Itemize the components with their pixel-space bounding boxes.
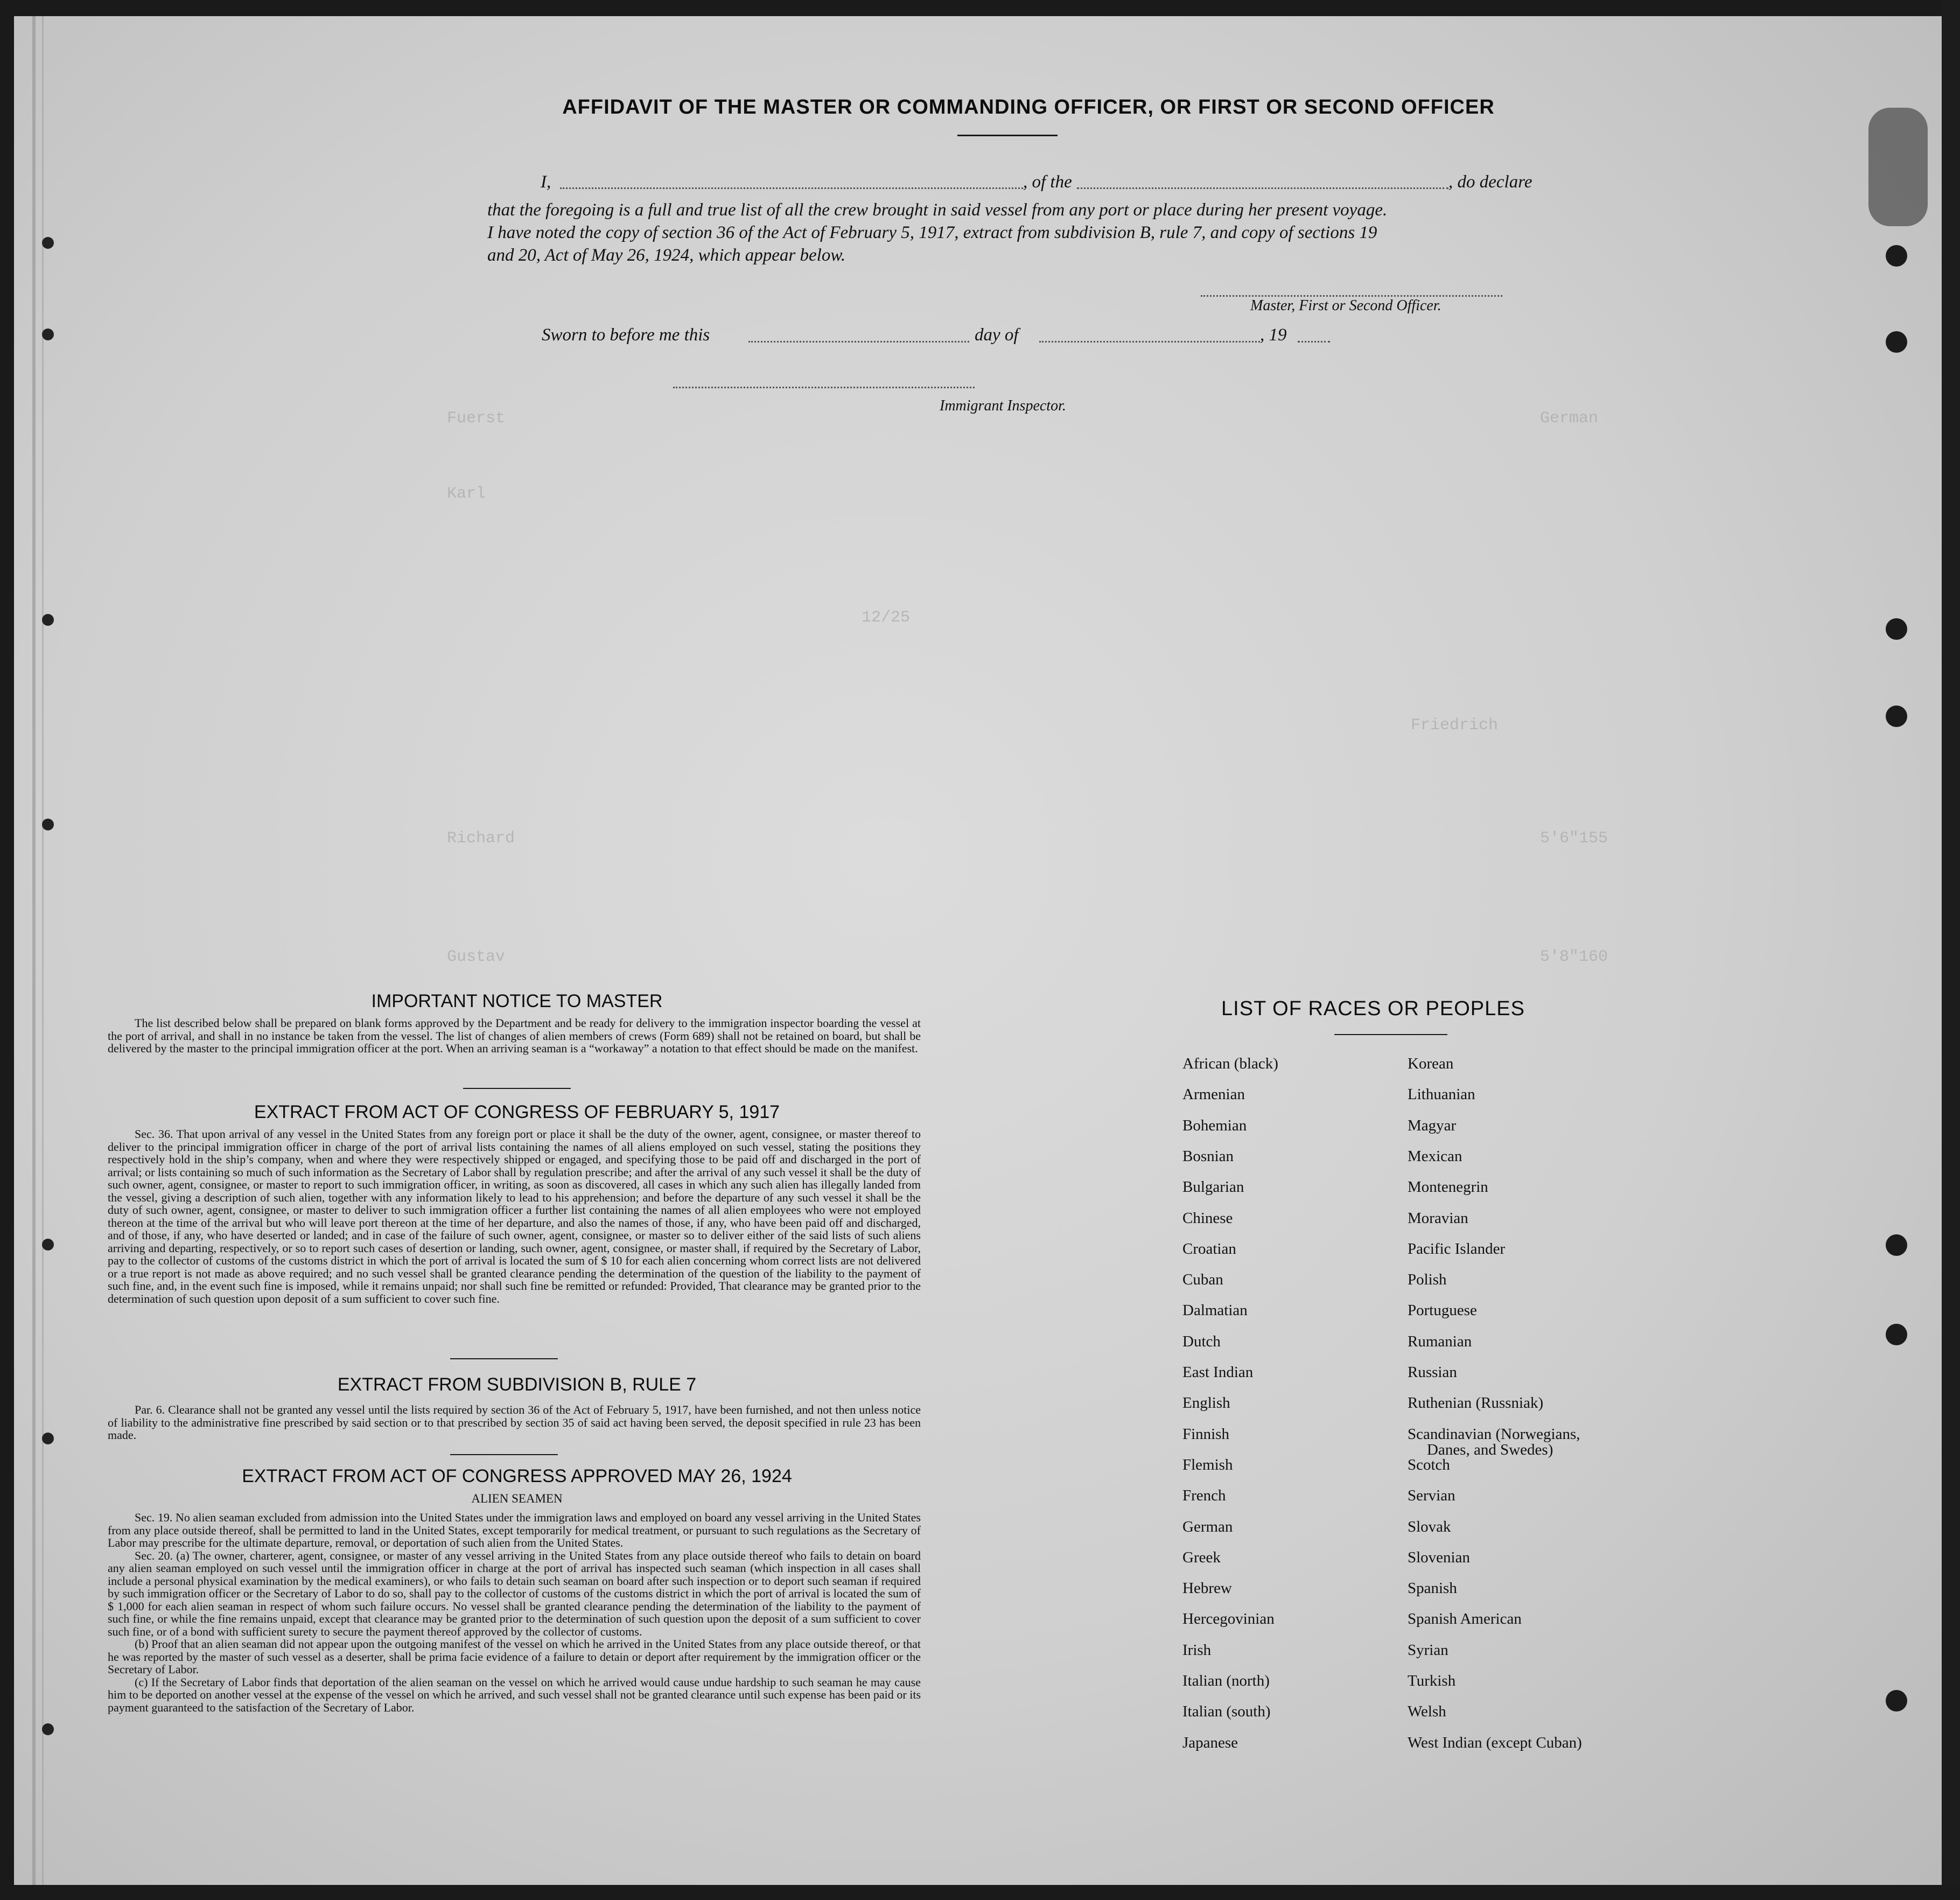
race-item: Italian (north) <box>1182 1672 1270 1689</box>
race-item: Portuguese <box>1408 1302 1477 1319</box>
race-item: Polish <box>1408 1271 1447 1289</box>
binding-hole <box>42 614 54 626</box>
race-item: Bohemian <box>1182 1116 1247 1134</box>
sec-20c: (c) If the Secretary of Labor finds that deportation of the alien seaman on the vessel on which he arrived would cause undue hardship to such seaman he may cause him to be deported on another vessel at the expense of the vessel on which he arrived, and such vessel shall not be granted clearance until such expense has been paid or its payment guaranteed to the satisfaction of the Secretary of Labor. <box>108 1675 921 1714</box>
race-item: Flemish <box>1182 1456 1233 1473</box>
race-item: German <box>1182 1518 1233 1535</box>
race-item: Hercegovinian <box>1182 1610 1275 1628</box>
binding-hole <box>42 1433 54 1444</box>
race-item: Armenian <box>1182 1086 1245 1103</box>
race-item: Turkish <box>1408 1672 1456 1689</box>
inspector-signature-line[interactable] <box>673 387 975 388</box>
binding-hole <box>42 329 54 340</box>
scan-border-bottom <box>0 1885 1960 1900</box>
rule7-title: EXTRACT FROM SUBDIVISION B, RULE 7 <box>337 1374 697 1395</box>
race-item: Magyar <box>1408 1116 1457 1134</box>
affidavit-of-the-label: , of the <box>1023 172 1072 192</box>
extract-1924-text <box>108 1511 921 1714</box>
punch-hole <box>1886 1324 1907 1345</box>
rule7-text: Par. 6. Clearance shall not be granted any vessel until the lists required by section 36 of the Act of February 5, 1917, have been furnished, and not then unless notice of liability to the administrative fine prescribed by said section or to that prescribed by section 35 of said act having been served, the deposit specified in rule 23 has been made. <box>108 1403 921 1442</box>
race-item: Russian <box>1408 1364 1457 1381</box>
race-item: Montenegrin <box>1408 1178 1488 1196</box>
race-item: Scotch <box>1408 1456 1450 1473</box>
torn-corner-mark <box>1868 108 1928 226</box>
race-item: Pacific Islander <box>1408 1240 1506 1258</box>
extract-1924-title: EXTRACT FROM ACT OF CONGRESS APPROVED MAY 26, 1924 <box>242 1466 792 1486</box>
race-item: Lithuanian <box>1408 1086 1475 1103</box>
affidavit-title: AFFIDAVIT OF THE MASTER OR COMMANDING OFFICER, OR FIRST OR SECOND OFFICER <box>562 96 1495 118</box>
vessel-name-line[interactable] <box>1077 187 1448 189</box>
race-item: Servian <box>1408 1487 1455 1505</box>
notice-text: The list described below shall be prepared on blank forms approved by the Department and be ready for delivery to the immigration inspector boarding the vessel at the port of arrival, and shall in no instance be taken from the vessel. The list of changes of alien members of crews (Form 689) shall not be retained on board, but shall be delivered by the master to the principal immigration officer at the port. When an arriving seaman is a “workaway” a notation to that effect should be made on the manifest. <box>108 1016 921 1055</box>
alien-seamen-subtitle: ALIEN SEAMEN <box>471 1492 563 1505</box>
race-item: Ruthenian (Russniak) <box>1408 1394 1544 1412</box>
race-item: Syrian <box>1408 1641 1448 1659</box>
declarant-name-line[interactable] <box>560 187 1023 189</box>
sec-20b: (b) Proof that an alien seaman did not appear upon the outgoing manifest of the vessel on which he arrived in the United States from any place outside thereof, or that he was reported by the master of such vessel as a deserter, shall be prima facie evidence of a failure to detain or deport after requirement by the immigration officer or the Secretary of Labor. <box>108 1637 921 1676</box>
binding-hole <box>42 1239 54 1251</box>
affidavit-i-label: I, <box>541 172 551 192</box>
race-item: English <box>1182 1394 1230 1412</box>
races-title: LIST OF RACES OR PEOPLES <box>1221 997 1525 1020</box>
race-item: Dutch <box>1182 1332 1221 1350</box>
race-item: Slovak <box>1408 1518 1451 1535</box>
punch-hole <box>1886 618 1907 640</box>
punch-hole <box>1886 1690 1907 1712</box>
race-item: Irish <box>1182 1641 1212 1659</box>
scan-border-left <box>0 0 14 1900</box>
race-item: Croatian <box>1182 1240 1236 1258</box>
page-fold-line <box>32 16 36 1885</box>
binding-hole <box>42 819 54 830</box>
extract-1917-title: EXTRACT FROM ACT OF CONGRESS OF FEBRUARY 5, 1917 <box>254 1102 780 1122</box>
sworn-month-line[interactable] <box>1039 341 1260 343</box>
inspector-label: Immigrant Inspector. <box>940 397 1066 414</box>
page-fold-line-secondary <box>42 16 44 1885</box>
race-item: Slovenian <box>1408 1548 1470 1566</box>
affidavit-body-3: and 20, Act of May 26, 1924, which appear below. <box>487 246 846 265</box>
punch-hole <box>1886 1234 1907 1256</box>
race-item: Spanish American <box>1408 1610 1522 1628</box>
day-of-label: day of <box>975 325 1019 345</box>
document-page: Fuerst German Karl 12/25 Friedrich Richard 5'6"155 Gustav 5'8"160 AFFIDAVIT OF THE MASTER OR COMMANDING OFFICER, OR FIRST OR SECOND OFFICER I, , of the , do declare that the foregoing is a full and true list of all the crew brought in said vessel from any port or place during her present voyage. I have noted the copy of section 36 of the Act of February 5, 1917, extract from subdivision B, rule 7, and copy of sections 19 and 20, Act of May 26, 1924, which appear below. Master, First or Second Officer. Sworn to before me this day of , 19 Immigrant Inspector. IMPORTANT NOTICE TO MASTER The list described below shall be prepared on blank forms approved by the Department and be ready for delivery to the immigration inspector boarding the vessel at the port of arrival, and shall in no instance be taken from the vessel. The list of changes of alien members of crews (Form 689) shall not be retained on board, but shall be delivered by the master to the principal immigration officer at the port. When an arriving seaman is a “workaway” a notation to that effect should be made on the manifest. EXTRACT FROM ACT OF CONGRESS OF FEBRUARY 5, 1917 Sec. 36. That upon arrival of any vessel in the United States from any foreign port or place it shall be the duty of the owner, agent, consignee, or master thereof to deliver to the principal immigration officer in charge of the port of arrival lists containing the names of all aliens employed on such vessel, stating the positions they respectively hold in the ship’s company, when and where they were respectively shipped or engaged, and specifying those to be paid off and discharged in the port of arrival; or lists containing so much of such information as the Secretary of Labor shall by regulation prescribe; and after the arrival of any such vessel it shall be the duty of such owner, agent, consignee, or master to report to such immigration officer, in writing, as soon as discovered, all cases in which any such alien has illegally landed from the vessel, giving a description of such alien, together with any information likely to lead to his apprehension; and before the departure of any such vessel it shall be the duty of such owner, agent, consignee, or master to deliver to such immigration officer a further list containing the names of all alien employees who were not employed thereon at the time of the arrival but who will leave port thereon at the time of her departure, and also the names of those, if any, who have been paid off and discharged, and of those, if any, who have deserted or landed; and in case of the failure of such owner, agent, consignee, or master so to deliver either of the said lists of such aliens arriving and departing, respectively, or so to report such cases of desertion or landing, such owner, agent, consignee, or master shall, if required by the Secretary of Labor, pay to the collector of customs of the customs district in which the port of arrival is located the sum of $ 10 for each alien concerning whom correct lists are not delivered or a true report is not made as above required; and no such vessel shall be granted clearance pending the determination of the question of the liability to the payment of such fine, and, in the event such fine is imposed, while it remains unpaid; nor shall such fine be remitted or refunded: Provided, That clearance may be granted prior to the determination of such question upon deposit of a sum sufficient to cover such fine. EXTRACT FROM SUBDIVISION B, RULE 7 Par. 6. Clearance shall not be granted any vessel until the lists required by section 36 of the Act of February 5, 1917, have been furnished, and not then unless notice of liability to the administrative fine prescribed by said section or to that prescribed by section 35 of said act having been served, the deposit specified in rule 23 has been made. EXTRACT FROM ACT OF CONGRESS APPROVED MAY 26, 1924 ALIEN SEAMEN Sec. 19. No alien seaman excluded from admission into the United States under the immigration laws and employed on board any vessel arriving in the United States from any place outside thereof, shall be permitted to land in the United States, except temporarily for medical treatment, or pursuant to such regulations as the Secretary of Labor may prescribe for the ultimate departure, removal, or deportation of such alien from the United States. Sec. 20. (a) The owner, charterer, agent, consignee, or master of any vessel arriving in the United States from any place outside thereof who fails to detain on board any alien seaman employed on such vessel until the immigration officer in charge at the port of arrival has inspected such seaman (which inspection in all cases shall include a personal physical examination by the medical examiners), or who fails to detain such seaman on board after such inspection or to deport such seaman if required by such immigration officer or the Secretary of Labor to do so, shall pay to the collector of customs of the customs district in which the port of arrival is located the sum of $ 1,000 for each alien seaman in respect of whom such failure occurs. No vessel shall be granted clearance pending the determination of the liability to the payment of such fine, or while the fine remains unpaid, except that clearance may be granted prior to the determination of such question upon the deposit of a sum sufficient to cover such fine, or of a bond with sufficient surety to secure the payment thereof approved by the collector of customs. (b) Proof that an alien seaman did not appear upon the outgoing manifest of the vessel on which he arrived in the United States from any place outside thereof, or that he was reported by the master of such vessel as a deserter, shall be prima facie evidence of a failure to detain or deport after requirement by the immigration officer or the Secretary of Labor. (c) If the Secretary of Labor finds that deportation of the alien seaman on the vessel on which he arrived would cause undue hardship to such seaman he may cause him to be deported on another vessel at the expense of the vessel on which he arrived, and such vessel shall not be granted clearance until such expense has been paid or its payment guaranteed to the satisfaction of the Secretary of Labor. LIST OF RACES OR PEOPLES Danes, and Swedes) African (black) Armenian Bohemian Bosnian Bulgarian Chinese Croatian Cuban Dalmatian Dutch East Indian English Finnish Flemish French German Greek Hebrew Hercegovinian Irish Italian (north) Italian (south) Japanese Korean Lithuanian Magyar Mexican Montenegrin Moravian Pacific Islander Polish Portuguese Rumanian Russian Ruthenian (Russniak) Scandinavian (Norwegians, Scotch Servian Slovak Slovenian Spanish Spanish American Syrian Turkish Welsh West Indian (except Cuban) <box>0 0 1960 1900</box>
scan-border-top <box>0 0 1960 16</box>
section-divider <box>450 1454 558 1455</box>
race-item: Bosnian <box>1182 1147 1234 1165</box>
punch-hole <box>1886 705 1907 727</box>
section-divider <box>450 1358 558 1359</box>
races-title-underline <box>1334 1034 1447 1035</box>
scan-border-right <box>1942 0 1960 1900</box>
race-item: Hebrew <box>1182 1580 1232 1597</box>
race-item: Spanish <box>1408 1580 1457 1597</box>
race-item: Scandinavian (Norwegians, <box>1408 1425 1580 1443</box>
race-item: Mexican <box>1408 1147 1462 1165</box>
race-item: Moravian <box>1408 1209 1468 1227</box>
race-item: Korean <box>1408 1055 1454 1072</box>
race-item: Greek <box>1182 1548 1221 1566</box>
sworn-year-line[interactable] <box>1298 341 1330 343</box>
extract-1917-text: Sec. 36. That upon arrival of any vessel in the United States from any foreign port or place it shall be the duty of the owner, agent, consignee, or master thereof to deliver to the principal immigration officer in charge of the port of arrival lists containing the names of all aliens employed on such vessel, stating the positions they respectively hold in the ship’s company, when and where they were respectively shipped or engaged, and specifying those to be paid off and discharged in the port of arrival; or lists containing so much of such information as the Secretary of Labor shall by regulation prescribe; and after the arrival of any such vessel it shall be the duty of such owner, agent, consignee, or master to report to such immigration officer, in writing, as soon as discovered, all cases in which any such alien has illegally landed from the vessel, giving a description of such alien, together with any information likely to lead to his apprehension; and before the departure of any such vessel it shall be the duty of such owner, agent, consignee, or master to deliver to such immigration officer a further list containing the names of all alien employees who were not employed thereon at the time of the arrival but who will leave port thereon at the time of her departure, and also the names of those, if any, who have been paid off and discharged, and of those, if any, who have deserted or landed; and in case of the failure of such owner, agent, consignee, or master so to deliver either of the said lists of such aliens arriving and departing, respectively, or so to report such cases of desertion or landing, such owner, agent, consignee, or master shall, if required by the Secretary of Labor, pay to the collector of customs of the customs district in which the port of arrival is located the sum of $ 10 for each alien concerning whom correct lists are not delivered or a true report is not made as above required; and no such vessel shall be granted clearance pending the determination of the question of the liability to the payment of such fine, and, in the event such fine is imposed, while it remains unpaid; nor shall such fine be remitted or refunded: Provided, That clearance may be granted prior to the determination of such question upon deposit of a sum sufficient to cover such fine. <box>108 1127 921 1305</box>
race-item-continuation: Danes, and Swedes) <box>1427 1441 1553 1458</box>
race-item: Italian (south) <box>1182 1703 1271 1721</box>
punch-hole <box>1886 245 1907 267</box>
race-item: Japanese <box>1182 1734 1238 1751</box>
year-label: , 19 <box>1260 325 1287 345</box>
race-item: African (black) <box>1182 1055 1278 1072</box>
binding-hole <box>42 237 54 249</box>
race-item: Rumanian <box>1408 1332 1472 1350</box>
sec-19: Sec. 19. No alien seaman excluded from admission into the United States under the immigration laws and employed on board any vessel arriving in the United States from any place outside thereof, shall be permitted to land in the United States, except temporarily for medical treatment, or pursuant to such regulations as the Secretary of Labor may prescribe for the ultimate departure, removal, or deportation of such alien from the United States. <box>108 1511 921 1549</box>
sworn-label: Sworn to before me this <box>542 325 710 345</box>
race-item: Welsh <box>1408 1703 1446 1721</box>
race-item: East Indian <box>1182 1364 1254 1381</box>
sec-20a: Sec. 20. (a) The owner, charterer, agent, consignee, or master of any vessel arriving in the United States from any place outside thereof who fails to detain on board any alien seaman employed on such vessel until the immigration officer in charge at the port of arrival has inspected such seaman (which inspection in all cases shall include a personal physical examination by the medical examiners), or who fails to detain such seaman on board after such inspection or to deport such seaman if required by such immigration officer or the Secretary of Labor to do so, shall pay to the collector of customs of the customs district in which the port of arrival is located the sum of $ 1,000 for each alien seaman in respect of whom such failure occurs. No vessel shall be granted clearance pending the determination of the liability to the payment of such fine, or while the fine remains unpaid, except that clearance may be granted prior to the determination of such question upon the deposit of a sum sufficient to cover such fine, or of a bond with sufficient surety to secure the payment thereof approved by the collector of customs. <box>108 1548 921 1638</box>
race-item: Bulgarian <box>1182 1178 1244 1196</box>
sworn-day-line[interactable] <box>748 341 969 343</box>
affidavit-declare-label: , do declare <box>1448 172 1532 192</box>
notice-title: IMPORTANT NOTICE TO MASTER <box>371 991 663 1011</box>
race-item: Chinese <box>1182 1209 1233 1227</box>
race-item: West Indian (except Cuban) <box>1408 1734 1582 1751</box>
race-item: Finnish <box>1182 1425 1230 1443</box>
punch-hole <box>1886 331 1907 353</box>
binding-hole <box>42 1723 54 1735</box>
master-signature-line[interactable] <box>1201 295 1502 297</box>
affidavit-body-2: I have noted the copy of section 36 of the Act of February 5, 1917, extract from subdivision B, rule 7, and copy of sections 19 <box>487 223 1377 242</box>
title-underline <box>957 135 1058 136</box>
section-divider <box>463 1088 571 1089</box>
race-item: French <box>1182 1487 1226 1505</box>
master-signature-label: Master, First or Second Officer. <box>1250 297 1441 314</box>
affidavit-body-1: that the foregoing is a full and true list of all the crew brought in said vessel from any port or place during her present voyage. <box>487 200 1388 220</box>
race-item: Dalmatian <box>1182 1302 1248 1319</box>
race-item: Cuban <box>1182 1271 1223 1289</box>
